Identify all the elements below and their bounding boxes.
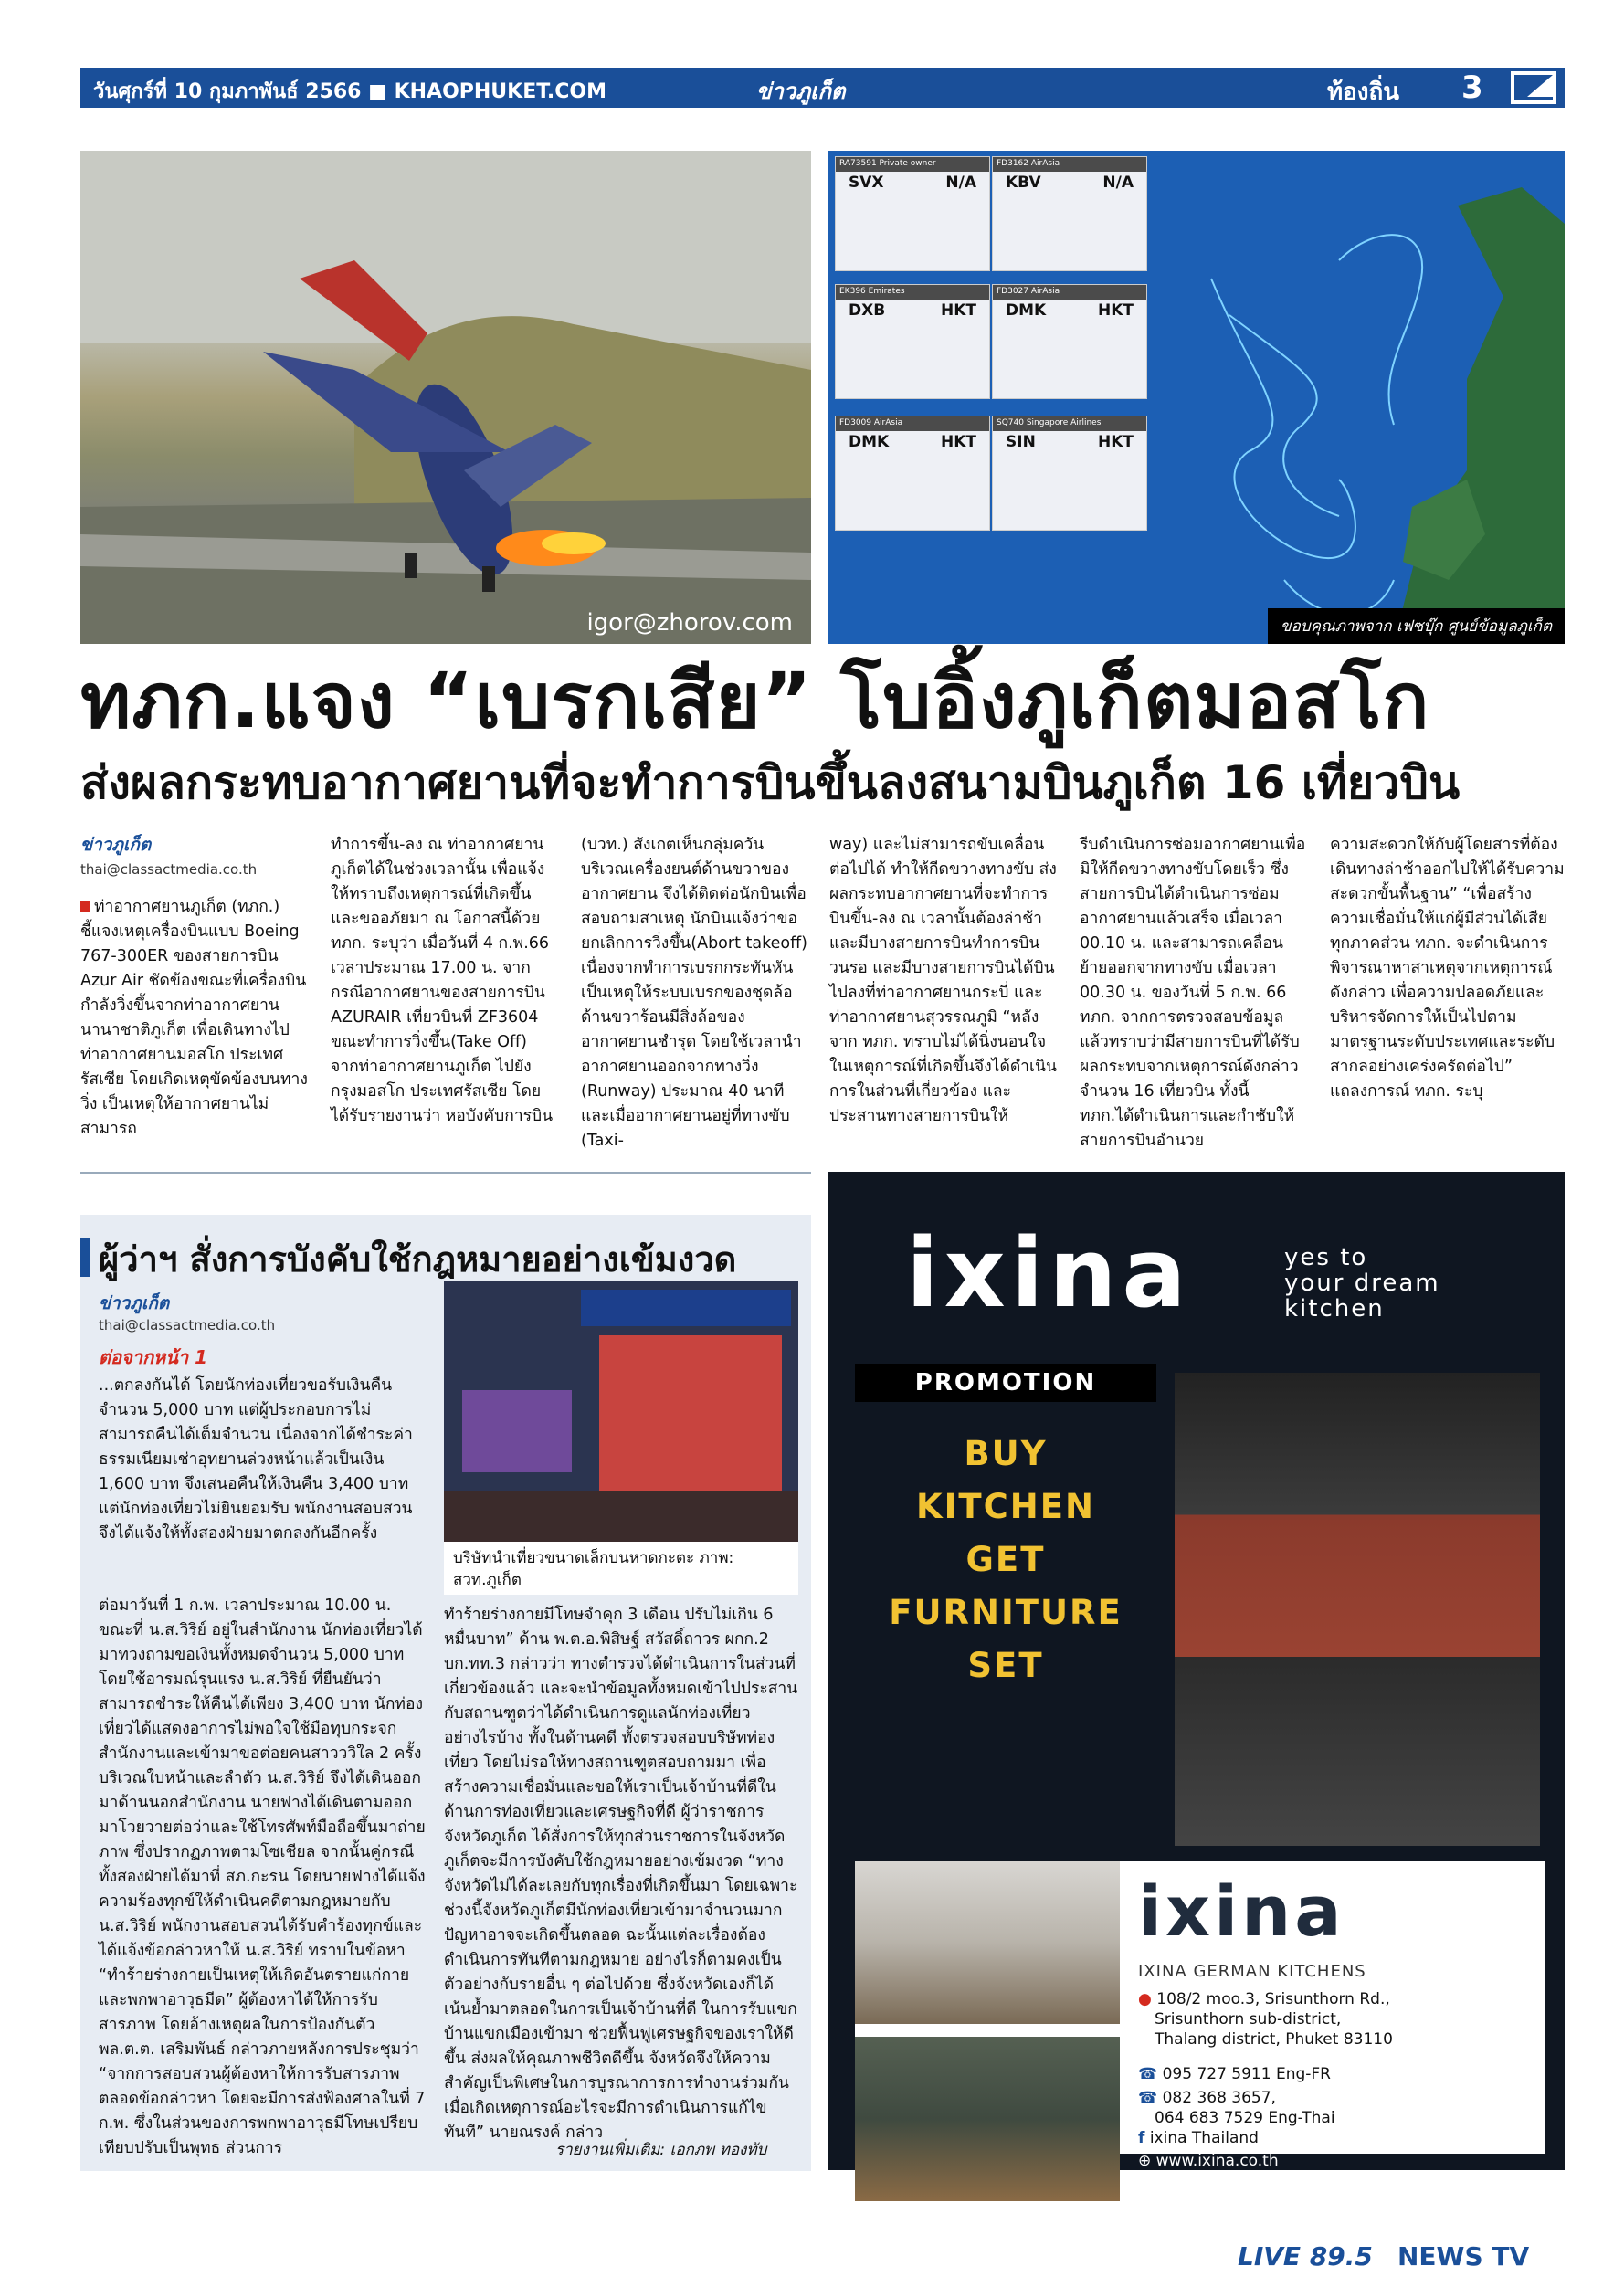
continued-label: ต่อจากหน้า 1 [99, 1346, 208, 1368]
ad-tagline: yes to your dream kitchen [1284, 1244, 1440, 1323]
governor-article-box [80, 1215, 811, 2171]
header-site: KHAOPHUKET.COM [394, 80, 607, 103]
ad-phone[interactable]: ☎ 082 368 3657, [1138, 2089, 1276, 2107]
flight-card: FD3027 AirAsia DMK HKT [992, 284, 1147, 399]
photo-credit: igor@zhorov.com [586, 609, 793, 637]
ad-info-panel [855, 1861, 1545, 2154]
phone-icon: ☎ [1138, 2065, 1158, 2083]
kitchen-photo [855, 1861, 1120, 2024]
article-text: ทำการขึ้น-ลง ณ ท่าอากาศยานภูเก็ตได้ในช่วงเวลานั้น เพื่อแจ้งให้ทราบถึงเหตุการณ์ที่เกิดขึ้นและขออภัยมา ณ โอกาสนี้ด้วย ทภก. ระบุว่า เมื่อวันที่ 4 ก.พ.66 เวลาประมาณ 17.00 น. จากกรณีอากาศยานของสายการบิน AZURAIR เที่ยวบินที่ ZF3604 ขณะทำการวิ่งขึ้น(Take Off) จากท่าอากาศยานภูเก็ต ไปยัง กรุงมอสโก ประเทศรัสเซีย โดยได้รับรายงานว่า หอบังคับการบิน [331, 836, 554, 1125]
shop-illustration [444, 1281, 798, 1542]
title-bar [80, 1238, 90, 1277]
kitchen-photo [855, 2037, 1120, 2201]
article-col-5 [1080, 833, 1308, 1150]
header-logo: ข่าวภูเก็ต [756, 79, 846, 104]
article-text: ความสะดวกให้กับผู้โดยสารที่ต้องเดินทางล่าช้าออกไปให้ได้รับความสะดวกขั้นพื้นฐาน” “เพื่อสร้างความเชื่อมั่นให้แก่ผู้มีส่วนได้เสียทุกภาคส่วน ทภก. จะดำเนินการพิจารณาหาสาเหตุจากเหตุการณ์ดังกล่าว เพื่อความปลอดภัยและบริหารจัดการให้เป็นไปตามมาตรฐานระดับประเทศและระดับสากลอย่างเคร่งครัดต่อไป” แถลงการณ์ ทภก. ระบุ [1330, 836, 1565, 1101]
map-credit: ขอบคุณภาพจาก เฟซบุ๊ก ศูนย์ข้อมูลภูเก็ต [1268, 608, 1565, 644]
article-text: ท่าอากาศยานภูเก็ต (ทภก.) ชี้แจงเหตุเครื่องบินแบบ Boeing 767-300ER ของสายการบิน Azur Air ชัดข้องขณะที่เครื่องบินกำลังวิ่งขึ้นจากท่าอากาศยานนานาชาติภูเก็ต เพื่อเดินทางไปท่าอากาศยานมอสโก ประเทศรัสเซีย โดยเกิดเหตุขัดข้องบนทางวิ่ง เป็นเหตุให้อากาศยานไม่สามารถ [80, 898, 308, 1138]
promo-lines: BUY KITCHEN GET FURNITURE SET [889, 1434, 1123, 1685]
corner-arrow-icon [1511, 71, 1556, 104]
ad-address: Thalang district, Phuket 83110 [1155, 2030, 1393, 2049]
page-number: 3 [1461, 69, 1483, 106]
ad-company: IXINA GERMAN KITCHENS [1138, 1962, 1366, 1981]
article-text: รีบดำเนินการซ่อมอากาศยานเพื่อมิให้กีดขวางทางขับโดยเร็ว ซึ่งสายการบินได้ดำเนินการซ่อมอากาศยานแล้วเสร็จ เมื่อเวลา 00.10 น. และสามารถเคลื่อนย้ายออกจากทางขับ เมื่อเวลา 00.30 น. ของวันที่ 5 ก.พ. 66 ทภก. จากการตรวจสอบข้อมูลแล้วทราบว่ามีสายการบินที่ได้รับผลกระทบจากเหตุการณ์ดังกล่าวจำนวน 16 เที่ยวบิน ทั้งนี้ ทภก.ได้ดำเนินการและกำชับให้สายการบินอำนวย [1080, 836, 1306, 1150]
box-col-1: ต่อมาวันที่ 1 ก.พ. เวลาประมาณ 10.00 น. ขณะที่ น.ส.วิริย์ อยู่ในสำนักงาน นักท่องเที่ยวได้มาทวงถามขอเงินทั้งหมดจำนวน 5,000 บาทโดยใช้อารมณ์รุนแรง น.ส.วิริย์ ที่ยืนยันว่าสามารถชำระให้คืนได้เพียง 3,400 บาท นักท่องเที่ยวได้แสดงอาการไม่พอใจใช้มือทุบกระจกสำนักงานและเข้ามาขอต่อยคนสาวววิใล 2 ครั้ง บริเวณใบหน้าและลำตัว น.ส.วิริย์ จึงได้เดินออกมาด้านนอกสำนักงาน นายฟางได้เดินตามออกมาโวยวายต่อว่าและใช้โทรศัพท์มือถือขึ้นมาถ่ายภาพ ซึ่งปรากฏภาพตามโซเชียล จากนั้นคู่กรณีทั้งสองฝ่ายได้มาที่ สภ.กะรน โดยนายฟางได้แจ้งความร้องทุกข์ให้ดำเนินคดีตามกฎหมายกับ น.ส.วิริย์ พนักงานสอบสวนได้รับคำร้องทุกข์และได้แจ้งข้อกล่าวหาให้ น.ส.วิริย์ ทราบในข้อหา “ทำร้ายร่างกายเป็นเหตุให้เกิดอันตรายแก่กายและพกพาอาวุธมีด” ผู้ต้องหาได้ให้การรับสารภาพ โดยอ้างเหตุผลในการป้องกันตัว พล.ต.ต. เสริมพันธ์ กล่าวภายหลังการประชุมว่า “จากการสอบสวนผู้ต้องหาให้การรับสารภาพตลอดข้อกล่าวหา โดยจะมีการส่งฟ้องศาลในที่ 7 ก.พ. ซึ่งในส่วนของการพกพาอาวุธมีโทษเปรียบเทียบปรับเป็นพุทธ ส่วนการ [99, 1597, 426, 2157]
photo-caption: บริษัทนำเที่ยวขนาดเล็กบนหาดกะตะ ภาพ: สวท.ภูเก็ต [444, 1542, 798, 1595]
globe-icon: ⊕ [1138, 2152, 1152, 2170]
ad-logo-2: ixina [1138, 1871, 1345, 1952]
box-byline-block [99, 1290, 427, 1543]
box-byline: ข่าวภูเก็ต [99, 1293, 170, 1313]
plane-photo [80, 151, 811, 644]
subheadline: ส่งผลกระทบอากาศยานที่จะทำการบินขึ้นลงสนามบินภูเก็ต 16 เที่ยวบิน [80, 756, 1461, 809]
byline: ข่าวภูเก็ต [80, 835, 152, 855]
byline-email: thai@classactmedia.co.th [80, 861, 258, 878]
tour-shop-photo [444, 1281, 798, 1542]
flight-card: FD3162 AirAsia KBV N/A [992, 156, 1147, 271]
box-col-2: ทำร้ายร่างกายมีโทษจำคุก 3 เดือน ปรับไม่เกิน 6 หมื่นบาท” ด้าน พ.ต.อ.พิสิษฐ์ สวัสดิ์ถาวร ผกก.2 บก.ทท.3 กล่าวว่า ทางตำรวจได้ดำเนินการในส่วนที่เกี่ยวข้องแล้ว และจะนำข้อมูลทั้งหมดเข้าไปประสานกับสถานฑูตว่าได้ดำเนินการดูแลนักท่องเที่ยวอย่างไรบ้าง ทั้งในด้านคดี ทั้งตรวจสอบบริษัทท่องเที่ยว โดยไม่รอให้ทางสถานฑูตสอบถามมา เพื่อสร้างความเชื่อมั่นและขอให้เราเป็นเจ้าบ้านที่ดีในด้านการท่องเที่ยวและเศรษฐกิจที่ดี ผู้ว่าราชการจังหวัดภูเก็ต ได้สั่งการให้ทุกส่วนราชการในจังหวัดภูเก็ตจะมีการบังคับใช้กฎหมายอย่างเข้มงวด “ทางจังหวัดไม่ได้ละเลยกับทุกเรื่องที่เกิดขึ้นมา โดยเฉพาะช่วงนี้จังหวัดภูเก็ตมีนักท่องเที่ยวเข้ามาจำนวนมาก ปัญหาอาจจะเกิดขึ้นตลอด ฉะนั้นแต่ละเรื่องต้องดำเนินการทันทีตามกฎหมาย อย่างไรก็ตามคงเป็นตัวอย่างกับรายอื่น ๆ ต่อไปด้วย ซึ่งจังหวัดเองก็ได้เน้นย้ำมาตลอดในการเป็นเจ้าบ้านที่ดี ในการรับแขกบ้านแขกเมืองเข้ามา ช่วยฟื้นฟูเศรษฐกิจของเราให้ดีขึ้น ส่งผลให้คุณภาพชีวิตดีขึ้น จังหวัดจึงให้ความสำคัญเป็นพิเศษในการบูรณาการการทำงานร่วมกัน เมื่อเกิดเหตุการณ์อะไรจะมีการดำเนินการแก้ไขทันที” นายณรงค์ กล่าว [444, 1606, 798, 2142]
article-col-4 [829, 833, 1058, 1134]
article-col-1 [80, 833, 309, 1138]
article-text: way) และไม่สามารถขับเคลื่อนต่อไปได้ ทำให้กีดขวางทางขับ ส่งผลกระทบอากาศยานที่จะทำการบินขึ้น-ลง ณ เวลานั้นต้องล่าช้าและมีบางสายการบินทำการบินวนรอ และมีบางสายการบินได้บินไปลงที่ท่าอากาศยานกระบี่ และท่าอากาศยานสุวรรณภูมิ “หลังจาก ทภก. ทราบไม่ได้นิ่งนอนใจในเหตุการณ์ที่เกิดขึ้นจึงได้ดำเนินการในส่วนที่เกี่ยวข้อง และประสานทางสายการบินให้ [829, 836, 1057, 1125]
reporter-credit: รายงานเพิ่มเติม: เอกภพ ทองทับ [555, 2141, 767, 2159]
ad-facebook[interactable]: f ixina Thailand [1138, 2129, 1259, 2147]
phone-icon: ☎ [1138, 2089, 1158, 2107]
footer-news-logo: NEWS TV [1397, 2241, 1530, 2271]
ad-phone[interactable]: 064 683 7529 Eng-Thai [1155, 2109, 1335, 2127]
section-name: ท้องถิ่น [1327, 79, 1399, 106]
article-col-6 [1330, 833, 1565, 1134]
ad-logo: ixina [906, 1217, 1192, 1329]
page-header [80, 68, 1565, 108]
ad-address: ● 108/2 moo.3, Srisunthorn Rd., [1138, 1990, 1390, 2008]
article-text: (บวท.) สังเกตเห็นกลุ่มควันบริเวณเครื่องยนต์ด้านขวาของอากาศยาน จึงได้ติดต่อนักบินเพื่อสอบถามสาเหตุ นักบินแจ้งว่าขอยกเลิกการวิ่งขึ้น(Abort takeoff) เนื่องจากทำการเบรกกระทันหัน เป็นเหตุให้ระบบเบรกของชุดล้อด้านขวาร้อนมีสิ่งล้อของอากาศยานชำรุด โดยใช้เวลานำอากาศยานออกจากทางวิ่ง (Runway) ประมาณ 40 นาที และเมื่ออากาศยานอยู่ที่ทางขับ (Taxi- [581, 836, 807, 1150]
ad-web[interactable]: ⊕ www.ixina.co.th [1138, 2152, 1279, 2170]
flight-card: SQ740 Singapore Airlines SIN HKT [992, 416, 1147, 531]
lead-marker [80, 901, 90, 912]
box-email: thai@classactmedia.co.th [99, 1317, 276, 1333]
flight-map [828, 151, 1565, 644]
box-intro-text: ...ตกลงกันได้ โดยนักท่องเที่ยวขอรับเงินคืนจำนวน 5,000 บาท แต่ผู้ประกอบการไม่สามารถคืนได้เต็มจำนวน เนื่องจากได้ชำระค่าธรรมเนียมเช่าอุทยานล่วงหน้าแล้วเป็นเงิน 1,600 บาท จึงเสนอคืนให้เงินคืน 3,400 บาท แต่นักท่องเที่ยวไม่ยินยอมรับ พนักงานสอบสวนจึงได้แจ้งให้ทั้งสองฝ่ายมาตกลงกันอีกครั้ง [99, 1376, 413, 1543]
flight-card: FD3009 AirAsia DMK HKT [835, 416, 990, 531]
footer-live-logo: LIVE 89.5 [1238, 2241, 1373, 2271]
divider [80, 1172, 811, 1174]
facebook-icon: f [1138, 2129, 1145, 2147]
flight-card: EK396 Emirates DXB HKT [835, 284, 990, 399]
article-col-2 [331, 833, 559, 1134]
plane-illustration [80, 151, 811, 644]
pin-icon: ● [1138, 1990, 1152, 2008]
ad-phone[interactable]: ☎ 095 727 5911 Eng-FR [1138, 2065, 1331, 2083]
article-col-3 [581, 833, 809, 1150]
box-title: ผู้ว่าฯ สั่งการบังคับใช้กฎหมายอย่างเข้มงวด [99, 1239, 737, 1280]
headline: ทภก.แจง “เบรกเสีย” โบอิ้งภูเก็ตมอสโก [80, 656, 1430, 745]
promo-title: PROMOTION [855, 1364, 1156, 1402]
ad-address: Srisunthorn sub-district, [1155, 2010, 1342, 2029]
kitchen-photo [1175, 1373, 1540, 1846]
ixina-ad[interactable] [828, 1172, 1565, 2170]
flight-card: RA73591 Private owner SVX N/A [835, 156, 990, 271]
header-date: วันศุกร์ที่ 10 กุมภาพันธ์ 2566 ■ KHAOPHUKET.COM [93, 80, 607, 103]
ad-promo [855, 1364, 1156, 1848]
